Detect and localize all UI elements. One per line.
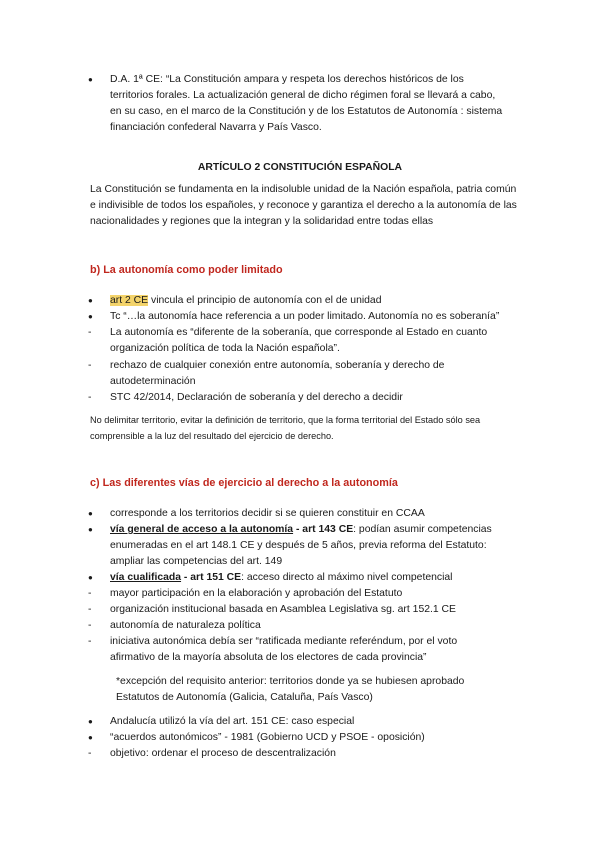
underlined-term: vía general de acceso a la autonomía xyxy=(110,524,294,535)
bullet-marker xyxy=(88,506,102,522)
text-line: rechazo de cualquier conexión entre autonomía, soberanía y derecho de xyxy=(110,360,445,371)
dash-marker xyxy=(88,602,102,618)
dash-marker xyxy=(88,618,102,634)
text-line: autodeterminación xyxy=(110,376,196,387)
section-c-item-10: objetivo: ordenar el proceso de descentralización xyxy=(110,748,336,759)
text-line: financiación confederal Navarra y País Vasco. xyxy=(110,122,322,133)
text-span: : acceso directo al máximo nivel competencial xyxy=(241,572,453,583)
dash-marker xyxy=(88,325,102,341)
text-line: No delimitar territorio, evitar la definición de territorio, que la forma territorial del Estado sólo sea xyxy=(90,415,481,425)
section-c-item-4: mayor participación en la elaboración y aprobación del Estatuto xyxy=(110,588,403,599)
text-line: territorios forales. La actualización general de dicho régimen foral se llevará a cabo, xyxy=(110,90,496,101)
bullet-marker xyxy=(88,522,102,538)
section-c-item-5: organización institucional basada en Asamblea Legislativa sg. art 152.1 CE xyxy=(110,604,456,615)
intro-bullet-text xyxy=(110,72,550,136)
bullet-marker xyxy=(88,293,102,309)
text-line: en su caso, en el marco de la Constitución y de los Estatutos de Autonomía : sistema xyxy=(110,106,503,117)
text-line: Estatutos de Autonomía (Galicia, Cataluña, País Vasco) xyxy=(116,692,373,703)
section-c-heading: c) Las diferentes vías de ejercicio al derecho a la autonomía xyxy=(90,477,398,489)
section-b-item-2: Tc “…la autonomía hace referencia a un poder limitado. Autonomía no es soberanía” xyxy=(110,311,500,322)
highlighted-reference: art 2 CE xyxy=(110,295,149,306)
section-b-item-4 xyxy=(110,358,550,390)
text-line: D.A. 1ª CE: “La Constitución ampara y respeta los derechos históricos de los xyxy=(110,74,464,85)
text-line: La Constitución se fundamenta en la indisoluble unidad de la Nación española, patria común xyxy=(90,184,517,195)
text-line: afirmativo de la mayoría absoluta de los electores de cada provincia” xyxy=(110,652,427,663)
text-line: *excepción del requisito anterior: territorios donde ya se hubiesen aprobado xyxy=(116,676,465,687)
bullet-marker xyxy=(88,714,102,730)
text-line: e indivisible de todos los españoles, y reconoce y garantiza el derecho a la autonomía de las xyxy=(90,200,517,211)
text-line: nacionalidades y regiones que la integran y la solidaridad entre todas ellas xyxy=(90,216,434,227)
text-line: comprensible a la luz del resultado del ejercicio de derecho. xyxy=(90,431,334,441)
text-span: vincula el principio de autonomía con el de unidad xyxy=(148,295,382,306)
dash-marker xyxy=(88,634,102,650)
section-c-item-9: “acuerdos autonómicos” - 1981 (Gobierno UCD y PSOE - oposición) xyxy=(110,732,425,743)
bullet-marker xyxy=(88,309,102,325)
section-b-note xyxy=(90,412,560,444)
dash-marker xyxy=(88,390,102,406)
bold-reference: - art 143 CE xyxy=(293,524,354,535)
bullet-marker xyxy=(88,730,102,746)
section-b-item-5: STC 42/2014, Declaración de soberanía y del derecho a decidir xyxy=(110,392,403,403)
text-line: organización política de toda la Nación española”. xyxy=(110,343,340,354)
section-c-item-7 xyxy=(110,634,550,666)
section-b-heading: b) La autonomía como poder limitado xyxy=(90,264,283,276)
bold-reference: - art 151 CE xyxy=(181,572,242,583)
exception-note xyxy=(116,674,556,706)
dash-marker xyxy=(88,586,102,602)
dash-marker xyxy=(88,358,102,374)
text-span: : podían asumir competencias xyxy=(353,524,492,535)
article-text xyxy=(90,182,570,230)
section-c-item-2 xyxy=(110,522,550,570)
underlined-term: vía cualificada xyxy=(110,572,182,583)
section-b-item-1 xyxy=(110,293,550,309)
article-title: ARTÍCULO 2 CONSTITUCIÓN ESPAÑOLA xyxy=(197,162,403,173)
section-c-item-6: autonomía de naturaleza política xyxy=(110,620,261,631)
section-b-item-3 xyxy=(110,325,550,357)
section-c-item-3 xyxy=(110,570,550,586)
section-c-item-8: Andalucía utilizó la vía del art. 151 CE: caso especial xyxy=(110,716,355,727)
bullet-marker xyxy=(88,72,102,88)
bullet-marker xyxy=(88,570,102,586)
text-line: ampliar las competencias del art. 149 xyxy=(110,556,283,567)
section-c-item-1: corresponde a los territorios decidir si se quieren constituir en CCAA xyxy=(110,508,425,519)
text-line xyxy=(110,522,550,538)
text-line: enumeradas en el art 148.1 CE y después de 5 años, previa reforma del Estatuto: xyxy=(110,540,487,551)
text-line: iniciativa autonómica debía ser “ratificada mediante referéndum, por el voto xyxy=(110,636,458,647)
text-line: La autonomía es “diferente de la soberanía, que corresponde al Estado en cuanto xyxy=(110,327,488,338)
dash-marker xyxy=(88,746,102,762)
